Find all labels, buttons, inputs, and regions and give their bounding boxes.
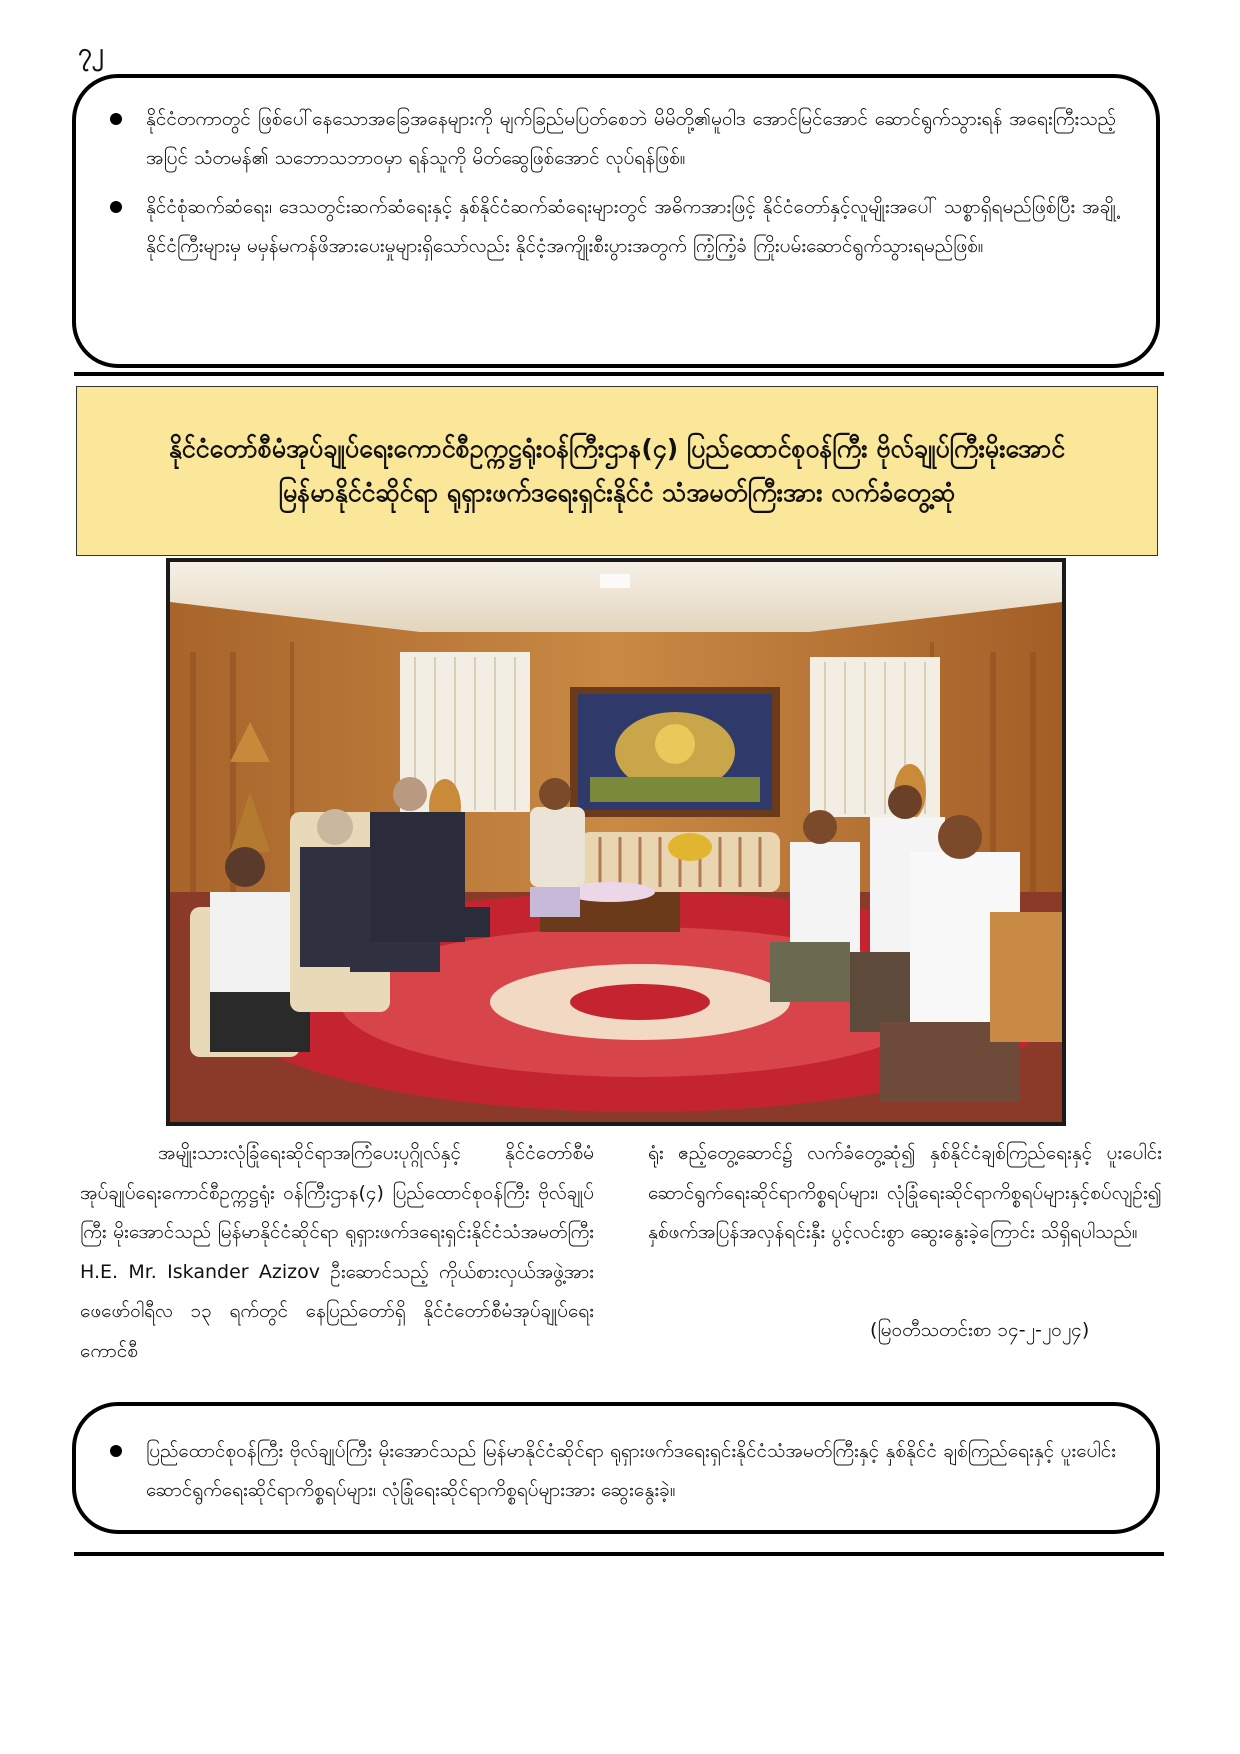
article-body-right: ရုံး ဧည့်တွေ့ဆောင်၌ လက်ခံတွေ့ဆုံ၍ နှစ်နိုင်ငံချစ်ကြည်ရေးနှင့် ပူးပေါင်းဆောင်ရွက်ရေးဆိုင်ရာကိစ္စရပ်များ၊ လုံခြုံရေးဆိုင်ရာကိစ္စရပ်များနှင့်စပ်လျဉ်း၍ နှစ်ဖက်အပြန်အလှန်ရင်းနှီး ပွင့်လင်းစွာ ဆွေးနွေးခဲ့ကြောင်း သိရှိရပါသည်။ (648, 1142, 1162, 1243)
meeting-photo (166, 558, 1066, 1126)
page-number: ၇၂ (78, 38, 104, 66)
article-source: (မြဝတီသတင်းစာ ၁၄-၂-၂၀၂၄) (870, 1319, 1090, 1341)
divider-rule (74, 372, 1164, 376)
divider-rule (74, 1552, 1164, 1556)
headline-text: နိုင်ငံတော်စီမံအုပ်ချုပ်ရေးကောင်စီဥက္ကဋ္ဌရုံးဝန်ကြီးဌာန(၄) ပြည်ထောင်စုဝန်ကြီး ဗိုလ်ချုပ်ကြီးမိုးအောင် မြန်မာနိုင်ငံဆိုင်ရာ ရုရှားဖက်ဒရေးရှင်းနိုင်ငံ သံအမတ်ကြီးအား လက်ခံတွေ့ဆုံ (168, 434, 1066, 507)
bullet-item (106, 1432, 1116, 1510)
bullet-dot-icon (110, 1445, 122, 1457)
bullet-dot-icon (110, 113, 122, 125)
article-body-left: အမျိုးသားလုံခြုံရေးဆိုင်ရာအကြံပေးပုဂ္ဂိုလ်နှင့် နိုင်ငံတော်စီမံအုပ်ချုပ်ရေးကောင်စီဥက္ကဋ္ဌရုံး ဝန်ကြီးဌာန(၄) ပြည်ထောင်စုဝန်ကြီး ဗိုလ်ချုပ်ကြီး မိုးအောင်သည် မြန်မာနိုင်ငံဆိုင်ရာ ရုရှားဖက်ဒရေးရှင်းနိုင်ငံသံအမတ်ကြီး H.E. Mr. Iskander Azizov ဦးဆောင်သည့် ကိုယ်စားလှယ်အဖွဲ့အား ဖေဖော်ဝါရီလ ၁၃ ရက်တွင် နေပြည်တော်ရှိ နိုင်ငံတော်စီမံအုပ်ချုပ်ရေးကောင်စီ (80, 1142, 594, 1362)
bullet-text: နိုင်ငံစုံဆက်ဆံရေး၊ ဒေသတွင်းဆက်ဆံရေးနှင့် နှစ်နိုင်ငံဆက်ဆံရေးများတွင် အဓိကအားဖြင့် နိုင်ငံတော်နှင့်လူမျိုးအပေါ် သစ္စာရှိရမည်ဖြစ်ပြီး အချို့နိုင်ငံကြီးများမှ မမှန်မကန်ဖိအားပေးမှုများရှိသော်လည်း နိုင်ငံ့အကျိုးစီးပွားအတွက် ကြံ့ကြံ့ခံ ကြိုးပမ်းဆောင်ရွက်သွားရမည်ဖြစ်။ (146, 196, 1116, 257)
bullet-item (106, 188, 1116, 266)
bullet-text: နိုင်ငံတကာတွင် ဖြစ်ပေါ်နေသောအခြေအနေများကို မျက်ခြည်မပြတ်စေဘဲ မိမိတို့၏မူဝါဒ အောင်မြင်အောင် ဆောင်ရွက်သွားရန် အရေးကြီးသည့်အပြင် သံတမန်၏ သဘောသဘာဝမှာ ရန်သူကို မိတ်ဆွေဖြစ်အောင် လုပ်ရန်ဖြစ်။ (146, 108, 1116, 169)
key-points-box-top (72, 74, 1160, 368)
bullet-dot-icon (110, 201, 122, 213)
article-headline (76, 386, 1158, 556)
key-points-box-bottom (72, 1402, 1160, 1534)
bullet-item (106, 100, 1116, 178)
bullet-text: ပြည်ထောင်စုဝန်ကြီး ဗိုလ်ချုပ်ကြီး မိုးအောင်သည် မြန်မာနိုင်ငံဆိုင်ရာ ရုရှားဖက်ဒရေးရှင်းနိုင်ငံသံအမတ်ကြီးနှင့် နှစ်နိုင်ငံ ချစ်ကြည်ရေးနှင့် ပူးပေါင်းဆောင်ရွက်ရေးဆိုင်ရာကိစ္စရပ်များ၊ လုံခြုံရေးဆိုင်ရာကိစ္စရပ်များအား ဆွေးနွေးခဲ့။ (146, 1440, 1116, 1501)
